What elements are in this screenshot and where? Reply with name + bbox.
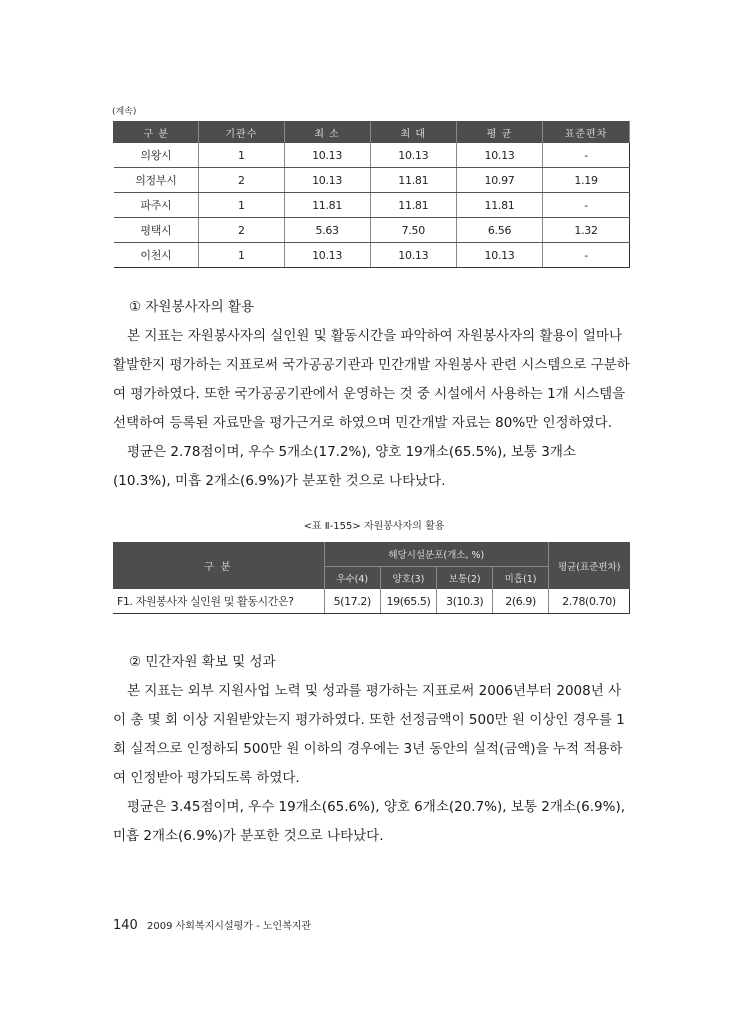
cell-good: 19(65.5) (380, 589, 436, 614)
cell-count: 1 (199, 143, 284, 168)
cell-region: 파주시 (114, 193, 199, 218)
header-max: 최 대 (370, 121, 456, 143)
section-heading: ① 자원봉사자의 활용 (129, 299, 255, 315)
table-header-row (114, 121, 630, 143)
cell-min: 11.81 (284, 193, 370, 218)
header-excellent: 우수(4) (324, 567, 380, 590)
header-std: 표준편차 (543, 121, 630, 143)
header-mean: 평 균 (456, 121, 542, 143)
cell-std: 1.19 (543, 168, 630, 193)
page-number: 140 (113, 918, 138, 933)
continued-label: (계속) (112, 107, 137, 117)
section-private-resources (113, 648, 633, 851)
table-row (114, 243, 630, 268)
cell-region: 이천시 (114, 243, 199, 268)
cell-region: 의정부시 (114, 168, 199, 193)
cell-mean: 10.97 (456, 168, 542, 193)
header-count: 기관수 (199, 121, 284, 143)
cell-count: 1 (199, 193, 284, 218)
cell-min: 10.13 (284, 168, 370, 193)
cell-std: 1.32 (543, 218, 630, 243)
table-row (114, 193, 630, 218)
cell-max: 10.13 (370, 243, 456, 268)
body-paragraph: 본 지표는 자원봉사자의 실인원 및 활동시간을 파악하여 자원봉사자의 활용이 얼마나 활발한지 평가하는 지표로써 국가공공기관과 민간개발 자원봉사 관련 시스템으로 구분하여 평가하였다. 또한 국가공공기관에서 운영하는 것 중 시설에서 사용하는 1개 시스템을 선택하여 등록된 자료만을 평가근거로 하였으며 민간개발 자료는 80%만 인정하였다. (113, 328, 630, 431)
cell-mean: 10.13 (456, 243, 542, 268)
cell-count: 2 (199, 218, 284, 243)
cell-min: 10.13 (284, 243, 370, 268)
body-paragraph: 본 지표는 외부 지원사업 노력 및 성과를 평가하는 지표로써 2006년부터 2008년 사이 총 몇 회 이상 지원받았는지 평가하였다. 또한 선정금액이 500만 원 이상인 경우를 1회 실적으로 인정하되 500만 원 이하의 경우에는 3년 동안의 실적(금액)을 누적 적용하여 인정받아 평가되도록 하였다. (113, 683, 625, 786)
cell-mean: 6.56 (456, 218, 542, 243)
section-heading: ② 민간자원 확보 및 성과 (129, 654, 276, 670)
header-average-grade: 보통(2) (437, 567, 493, 590)
cell-max: 11.81 (370, 193, 456, 218)
header-good: 양호(3) (380, 567, 436, 590)
summary-paragraph: 평균은 2.78점이며, 우수 5개소(17.2%), 양호 19개소(65.5%), 보통 3개소(10.3%), 미흡 2개소(6.9%)가 분포한 것으로 나타났다. (113, 444, 576, 489)
table-row (114, 168, 630, 193)
header-distribution-group: 해당시설분포(개소, %) (324, 542, 548, 567)
cell-count: 2 (199, 168, 284, 193)
table-caption: <표 Ⅱ-155> 자원봉사자의 활용 (303, 521, 445, 532)
cell-mean: 11.81 (456, 193, 542, 218)
cell-min: 5.63 (284, 218, 370, 243)
cell-mean-std: 2.78(0.70) (548, 589, 629, 614)
cell-region: 평택시 (114, 218, 199, 243)
cell-max: 11.81 (370, 168, 456, 193)
cell-count: 1 (199, 243, 284, 268)
table-row (113, 589, 630, 614)
cell-excellent: 5(17.2) (324, 589, 380, 614)
row-label: F1. 자원봉사자 실인원 및 활동시간은? (113, 589, 324, 614)
header-average: 평균(표준편차) (548, 542, 629, 589)
cell-poor: 2(6.9) (493, 589, 549, 614)
header-category: 구 분 (114, 121, 199, 143)
cell-std: - (543, 243, 630, 268)
cell-max: 10.13 (370, 143, 456, 168)
cell-average-grade: 3(10.3) (437, 589, 493, 614)
summary-paragraph: 평균은 3.45점이며, 우수 19개소(65.6%), 양호 6개소(20.7%), 보통 2개소(6.9%), 미흡 2개소(6.9%)가 분포한 것으로 나타났다. (113, 799, 626, 844)
cell-std: - (543, 143, 630, 168)
cell-max: 7.50 (370, 218, 456, 243)
cell-std: - (543, 193, 630, 218)
section-volunteer-utilization (113, 293, 633, 496)
header-min: 최 소 (284, 121, 370, 143)
cell-region: 의왕시 (114, 143, 199, 168)
table-row (114, 218, 630, 243)
cell-mean: 10.13 (456, 143, 542, 168)
footer-title: 2009 사회복지시설평가 - 노인복지관 (147, 921, 312, 932)
header-poor: 미흡(1) (493, 567, 549, 590)
header-category: 구 분 (113, 542, 324, 589)
facility-stats-table (113, 121, 630, 268)
table-row (114, 143, 630, 168)
cell-min: 10.13 (284, 143, 370, 168)
volunteer-distribution-table (113, 542, 630, 614)
page-footer (113, 917, 311, 933)
